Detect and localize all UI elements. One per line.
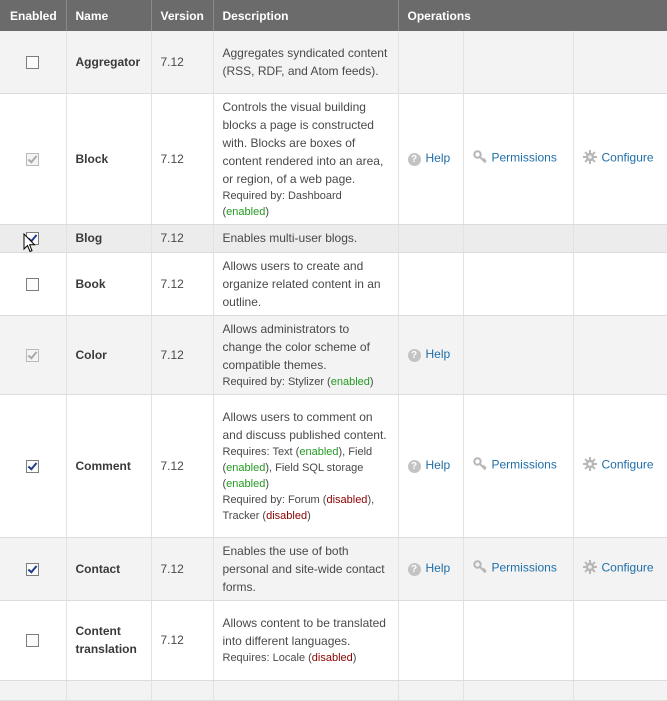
key-icon	[473, 150, 487, 167]
description-text: Allows users to create and organize related content in an outline.	[222, 258, 381, 309]
gear-icon	[583, 150, 597, 167]
module-name: Aggregator	[66, 31, 151, 93]
help-circle-icon: ?	[408, 349, 421, 362]
op-help-cell	[398, 394, 463, 537]
op-configure-cell	[573, 680, 667, 700]
op-permissions-cell	[463, 252, 573, 315]
requires-note: Requires: Text (enabled), Field (enabled), Field SQL storage (enabled)	[222, 445, 373, 490]
op-help-cell	[398, 680, 463, 700]
op-permissions-cell	[463, 31, 573, 93]
module-description	[213, 252, 398, 315]
op-permissions-cell	[463, 93, 573, 224]
requires-note: Requires: Locale (disabled)	[222, 652, 357, 664]
module-name: Comment	[66, 394, 151, 537]
module-name	[66, 680, 151, 700]
description-text: Controls the visual building blocks a page is constructed with. Blocks are boxes of content rendered into an area, or region, of a web page.	[222, 99, 384, 186]
op-permissions-cell	[463, 315, 573, 394]
op-help-cell	[398, 252, 463, 315]
enabled-cell	[0, 537, 66, 600]
op-help-cell	[398, 224, 463, 252]
column-header-name: Name	[66, 0, 151, 31]
op-permissions-cell	[463, 537, 573, 600]
table-row	[0, 600, 667, 680]
module-version: 7.12	[151, 252, 213, 315]
help-circle-icon: ?	[408, 460, 421, 473]
key-icon	[473, 457, 487, 474]
module-name: Blog	[66, 224, 151, 252]
op-configure-cell	[573, 224, 667, 252]
configure-link[interactable]: Configure	[601, 457, 654, 472]
module-description	[213, 680, 398, 700]
enable-checkbox-comment[interactable]	[26, 460, 39, 473]
module-description	[213, 600, 398, 680]
module-description	[213, 224, 398, 252]
enabled-cell	[0, 394, 66, 537]
required-by-note: Required by: Stylizer (enabled)	[222, 375, 374, 388]
help-link[interactable]: Help	[425, 458, 451, 473]
description-text: Allows administrators to change the color scheme of compatible themes.	[222, 321, 370, 372]
table-row	[0, 252, 667, 315]
table-row	[0, 315, 667, 394]
required-by-note: Required by: Forum (disabled), Tracker (disabled)	[222, 493, 375, 522]
module-version: 7.12	[151, 93, 213, 224]
column-header-version: Version	[151, 0, 213, 31]
enable-checkbox-aggregator[interactable]	[26, 56, 39, 69]
op-configure-cell	[573, 394, 667, 537]
module-version: 7.12	[151, 600, 213, 680]
module-description	[213, 315, 398, 394]
op-configure-cell	[573, 31, 667, 93]
help-link[interactable]: Help	[425, 347, 451, 362]
module-name: Book	[66, 252, 151, 315]
op-permissions-cell	[463, 394, 573, 537]
table-row	[0, 680, 667, 700]
op-permissions-cell	[463, 600, 573, 680]
module-name: Contact	[66, 537, 151, 600]
column-header-enabled: Enabled	[0, 0, 66, 31]
description-text: Enables the use of both personal and site-wide contact forms.	[222, 543, 385, 594]
gear-icon	[583, 457, 597, 474]
enabled-cell	[0, 600, 66, 680]
table-row	[0, 31, 667, 93]
enable-checkbox-content-translation[interactable]	[26, 634, 39, 647]
table-header-row	[0, 0, 667, 31]
module-name: Color	[66, 315, 151, 394]
configure-link[interactable]: Configure	[601, 150, 654, 165]
module-name: Content translation	[66, 600, 151, 680]
help-circle-icon: ?	[408, 153, 421, 166]
permissions-link[interactable]: Permissions	[491, 457, 557, 472]
module-version: 7.12	[151, 31, 213, 93]
enable-checkbox-contact[interactable]	[26, 563, 39, 576]
module-name: Block	[66, 93, 151, 224]
module-version: 7.12	[151, 537, 213, 600]
module-description	[213, 93, 398, 224]
enabled-cell	[0, 252, 66, 315]
column-header-operations: Operations	[398, 0, 667, 31]
table-row	[0, 394, 667, 537]
enabled-cell	[0, 315, 66, 394]
module-version: 7.12	[151, 394, 213, 537]
op-configure-cell	[573, 537, 667, 600]
column-header-description: Description	[213, 0, 398, 31]
description-text: Enables multi-user blogs.	[222, 231, 358, 245]
op-permissions-cell	[463, 680, 573, 700]
table-row	[0, 93, 667, 224]
enabled-cell	[0, 224, 66, 252]
key-icon	[473, 560, 487, 577]
module-description	[213, 537, 398, 600]
checkbox-wrap	[26, 231, 39, 245]
op-configure-cell	[573, 600, 667, 680]
enabled-cell	[0, 680, 66, 700]
module-version: 7.12	[151, 224, 213, 252]
op-configure-cell	[573, 315, 667, 394]
op-help-cell	[398, 537, 463, 600]
module-description	[213, 31, 398, 93]
enable-checkbox-color	[26, 349, 39, 362]
module-description	[213, 394, 398, 537]
permissions-link[interactable]: Permissions	[491, 150, 557, 165]
description-text: Aggregates syndicated content (RSS, RDF, and Atom feeds).	[222, 45, 388, 78]
table-row	[0, 224, 667, 252]
op-configure-cell	[573, 93, 667, 224]
mouse-pointer-icon	[23, 233, 37, 253]
description-text: Allows content to be translated into different languages.	[222, 616, 386, 648]
module-version	[151, 680, 213, 700]
help-link[interactable]: Help	[425, 151, 451, 166]
enable-checkbox-book[interactable]	[26, 278, 39, 291]
permissions-link[interactable]: Permissions	[491, 560, 557, 575]
description-text: Allows users to comment on and discuss published content.	[222, 409, 387, 442]
configure-link[interactable]: Configure	[601, 560, 654, 575]
gear-icon	[583, 560, 597, 577]
op-help-cell	[398, 315, 463, 394]
op-help-cell	[398, 93, 463, 224]
enable-checkbox-block	[26, 153, 39, 166]
enabled-cell	[0, 93, 66, 224]
table-row	[0, 537, 667, 600]
module-version: 7.12	[151, 315, 213, 394]
op-help-cell	[398, 31, 463, 93]
required-by-note: Required by: Dashboard (enabled)	[222, 189, 342, 218]
op-permissions-cell	[463, 224, 573, 252]
op-configure-cell	[573, 252, 667, 315]
op-help-cell	[398, 600, 463, 680]
help-circle-icon: ?	[408, 563, 421, 576]
help-link[interactable]: Help	[425, 561, 451, 576]
enabled-cell	[0, 31, 66, 93]
